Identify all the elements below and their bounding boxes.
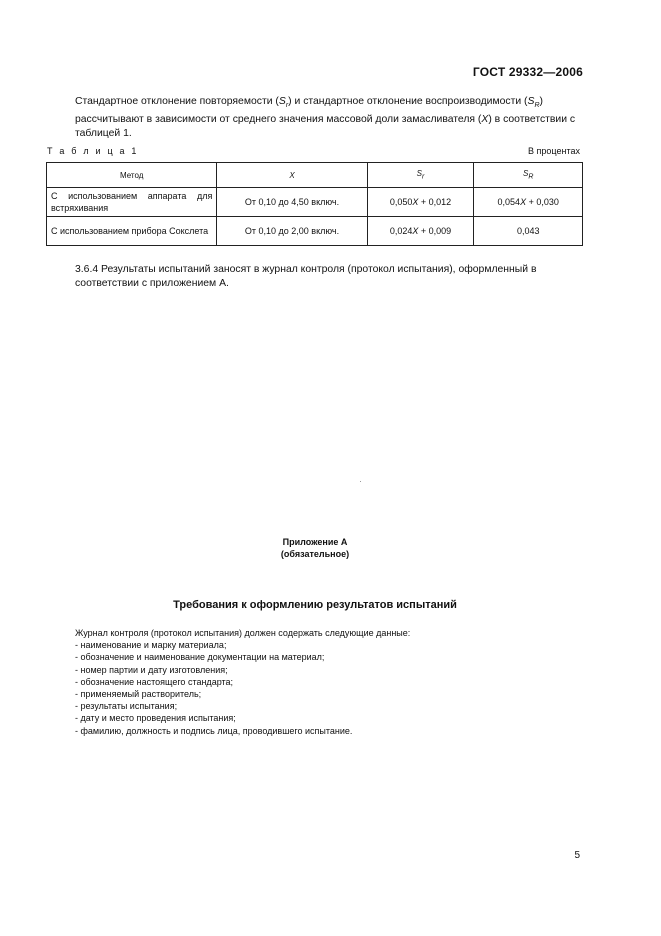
row1-sr [367, 188, 474, 217]
header-x-symbol: X [289, 170, 295, 180]
header-x [217, 163, 367, 188]
header-sr [367, 163, 474, 188]
subscript-r: r [285, 102, 289, 110]
annex-title-block [0, 536, 630, 560]
row2-sR: 0,043 [474, 217, 583, 246]
header-s-symbol: S [523, 169, 529, 179]
clause-text: 3.6.4 Результаты испытаний заносят в журнал контроля (протокол испытания), оформленный в соответствии с приложением А. [75, 264, 537, 289]
row1-sr-x: X [412, 197, 419, 207]
annex-title: Приложение А [282, 537, 348, 547]
list-item: - обозначение настоящего стандарта; [75, 676, 234, 687]
row1-sR-coef: 0,054 [497, 197, 521, 207]
header-R-sub: R [528, 173, 534, 181]
row2-sr-coef: 0,024 [389, 226, 413, 236]
list-item: - наименование и марку материала; [75, 640, 227, 651]
row2-sr-const: + 0,009 [418, 226, 452, 236]
list-item: - результаты испытания; [75, 701, 178, 712]
list-item: Журнал контроля (протокол испытания) должен содержать следующие данные: [75, 628, 411, 638]
intro-text-2: ) и стандартное отклонение воспроизводимости ( [288, 96, 528, 107]
clause-3-6-4 [47, 263, 587, 291]
list-item: - обозначение и наименование документации на материал; [75, 652, 325, 663]
row1-sR [474, 188, 583, 217]
requirements-list [75, 627, 410, 737]
table-header-row [47, 163, 583, 188]
symbol-s: S [527, 96, 535, 107]
table-caption: Т а б л и ц а 1 [47, 146, 139, 156]
annex-heading: Требования к оформлению результатов испытаний [173, 599, 457, 611]
intro-paragraph [47, 95, 587, 141]
subscript-R: R [534, 102, 540, 110]
row1-sR-x: X [520, 197, 527, 207]
header-r-sub: r [422, 173, 425, 181]
row1-sr-coef: 0,050 [389, 197, 413, 207]
row2-method: С использованием прибора Сокслета [47, 217, 217, 246]
row1-sr-const: + 0,012 [418, 197, 452, 207]
table-row [47, 188, 583, 217]
header-sR [474, 163, 583, 188]
intro-text-1: Стандартное отклонение повторяемости ( [75, 96, 279, 107]
list-item: - фамилию, должность и подпись лица, проводившего испытание. [75, 725, 353, 736]
row2-sr [367, 217, 474, 246]
list-item: - номер партии и дату изготовления; [75, 664, 228, 675]
symbol-x: X [481, 114, 489, 126]
table-unit: В процентах [528, 146, 580, 156]
intro-text-3: ) рассчитывают в зависимости от среднего значения массовой доли замасливателя ( [75, 96, 543, 126]
page-number: 5 [574, 850, 580, 861]
header-method: Метод [47, 163, 217, 188]
symbol-s: S [278, 96, 286, 107]
scan-speck [360, 481, 361, 482]
header-s-symbol: S [416, 169, 423, 179]
row2-x-range: От 0,10 до 2,00 включ. [217, 217, 367, 246]
row2-sr-x: X [412, 226, 419, 236]
table-row [47, 217, 583, 246]
list-item: - применяемый растворитель; [75, 689, 202, 700]
row1-sR-const: + 0,030 [526, 197, 559, 207]
intro-text-4: ) в соответствии с таблицей 1. [75, 114, 576, 140]
annex-status: (обязательное) [280, 549, 350, 559]
document-standard-number: ГОСТ 29332—2006 [472, 65, 583, 79]
row1-method: С использованием аппарата для встряхивания [47, 188, 217, 217]
precision-table [46, 162, 583, 246]
row1-x-range: От 0,10 до 4,50 включ. [217, 188, 367, 217]
list-item: - дату и место проведения испытания; [75, 713, 236, 724]
